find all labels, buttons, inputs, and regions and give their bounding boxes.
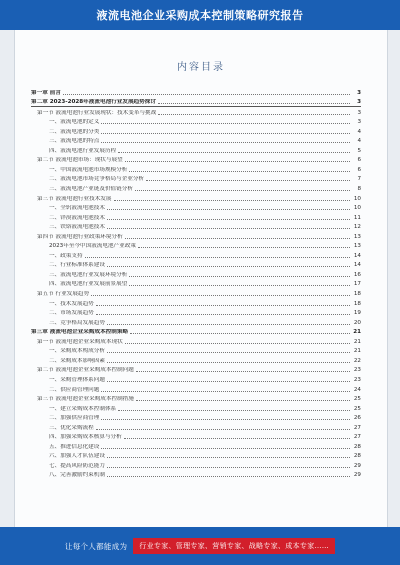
toc-leader-dots [135,190,350,191]
toc-entry-page: 10 [353,195,361,202]
toc-entry-label: 二、加强供应商管理 [31,415,100,422]
toc-entry-label: 二、液流电池的分类 [31,129,100,136]
toc-entry[interactable] [31,451,361,461]
toc-entry[interactable] [31,269,361,279]
toc-entry[interactable] [31,260,361,270]
toc-leader-dots [125,238,350,239]
toc-entry-label: 第一节 液流电池行业发展现状：技术变革与挑战 [31,110,157,117]
toc-leader-dots [107,362,350,363]
toc-entry[interactable] [31,117,361,127]
toc-entry-page: 26 [353,415,361,422]
toc-entry[interactable] [31,355,361,365]
toc-entry-page: 20 [353,319,361,326]
toc-entry-label: 一、采购管理体系问题 [31,377,106,384]
toc-entry-label: 四、液流电池行业发展历程 [31,148,117,155]
toc-leader-dots [158,114,350,115]
toc-leader-dots [96,429,350,430]
toc-entry[interactable] [31,288,361,298]
footer-tags: 行业专家、管理专家、营销专家、战略专家、成本专家…… [133,538,335,554]
toc-entry[interactable] [31,231,361,241]
toc-leader-dots [130,333,350,334]
toc-entry-label: 二、行业标准体系建设 [31,262,106,269]
toc-leader-dots [85,257,350,258]
toc-entry[interactable] [31,212,361,222]
toc-entry-label: 一、技术发展趋势 [31,301,95,308]
toc-entry-label: 三、液流电池的特点 [31,138,100,145]
toc-leader-dots [114,200,351,201]
toc-entry-page: 3 [357,109,361,116]
toc-entry-page: 6 [357,157,361,164]
toc-leader-dots [124,438,350,439]
toc-entry-label: 二、采购成本影响因素 [31,358,106,365]
toc-entry[interactable] [31,336,361,346]
toc-leader-dots [107,457,350,458]
toc-entry-page: 18 [353,300,361,307]
toc-entry-page: 27 [353,424,361,431]
toc-leader-dots [125,343,350,344]
toc-entry-page: 10 [353,205,361,212]
toc-entry[interactable] [31,422,361,432]
toc-entry-page: 13 [353,243,361,250]
toc-entry-page: 7 [357,176,361,183]
toc-leader-dots [107,209,350,210]
toc-entry[interactable] [31,327,361,337]
toc-entry-label: 四、加强采购成本核算与分析 [31,434,123,441]
toc-entry-label: 第三章 液流电池企业采购成本控制策略 [31,329,129,336]
toc-entry[interactable] [31,470,361,480]
toc-entry[interactable] [31,384,361,394]
report-header [0,0,400,30]
toc-entry-label: 二、液流电池市场竞争格局与企业分析 [31,176,145,183]
toc-leader-dots [158,103,350,104]
toc-entry[interactable] [31,155,361,165]
toc-entry-page: 14 [353,252,361,259]
toc-leader-dots [138,247,350,248]
toc-entry[interactable] [31,317,361,327]
toc-entry-label: 第四节 液流电池行业政策环境分析 [31,234,124,241]
toc-leader-dots [107,476,350,477]
toc-entry[interactable] [31,365,361,375]
toc-leader-dots [107,381,350,382]
toc-entry-page: 3 [357,89,361,96]
table-of-contents [31,87,361,479]
toc-leader-dots [91,295,350,296]
toc-entry[interactable] [31,403,361,413]
toc-leader-dots [101,448,350,449]
toc-entry-label: 六、加强人才队伍建设 [31,453,106,460]
toc-entry[interactable] [31,107,361,117]
toc-entry-label: 第二节 液流电池企业采购成本控制问题 [31,367,135,374]
toc-entry[interactable] [31,193,361,203]
toc-entry-label: 第三节 液流电池行业技术发展 [31,196,113,203]
toc-entry-label: 第三节 液流电池企业采购成本控制措施 [31,396,135,403]
toc-entry[interactable] [31,298,361,308]
toc-leader-dots [118,152,350,153]
toc-entry-label: 三、优化采购流程 [31,425,95,432]
toc-entry-page: 29 [353,472,361,479]
toc-entry-label: 二、供应商管理问题 [31,387,100,394]
toc-entry[interactable] [31,374,361,384]
toc-entry-page: 21 [353,348,361,355]
toc-entry-label: 一、政策支持 [31,253,84,260]
toc-heading: 内容目录 [177,62,225,73]
toc-entry[interactable] [31,174,361,184]
toc-entry-label: 三、铁铬液流电池技术 [31,224,106,231]
toc-entry-label: 四、液流电池行业发展前景展望 [31,281,128,288]
toc-entry[interactable] [31,394,361,404]
toc-entry-page: 4 [357,128,361,135]
toc-entry[interactable] [31,97,361,108]
toc-entry-page: 25 [353,396,361,403]
toc-entry-page: 23 [353,376,361,383]
toc-entry-page: 16 [353,271,361,278]
toc-leader-dots [118,410,350,411]
toc-leader-dots [101,142,350,143]
toc-entry-page: 29 [353,462,361,469]
toc-entry-label: 第二章 2023-2028年液流电池行业发展趋势探讨 [31,99,156,106]
toc-entry[interactable] [31,250,361,260]
toc-leader-dots [107,228,350,229]
footer-slogan: 让每个人都能成为 [64,541,128,551]
toc-leader-dots [107,324,350,325]
toc-entry-page: 12 [353,224,361,231]
toc-entry-page: 18 [353,291,361,298]
toc-entry-page: 27 [353,434,361,441]
toc-leader-dots [129,276,350,277]
toc-entry[interactable] [31,183,361,193]
toc-entry-label: 三、液流电池行业发展环境分析 [31,272,128,279]
toc-entry[interactable] [31,432,361,442]
toc-entry[interactable] [31,279,361,289]
toc-entry-label: 一、采购成本构成分析 [31,348,106,355]
toc-entry-page: 25 [353,405,361,412]
toc-leader-dots [129,285,350,286]
toc-entry-label: 第五节 行业发展趋势 [31,291,90,298]
toc-entry-label: 一、液流电池的定义 [31,119,100,126]
toc-entry-label: 第一章 前言 [31,89,61,96]
toc-entry-label: 第一节 液流电池企业采购成本现状 [31,339,124,346]
toc-entry[interactable] [31,460,361,470]
toc-entry[interactable] [31,203,361,213]
toc-entry-label: 第二节 液流电池市场：现状与展望 [31,157,124,164]
toc-leader-dots [101,391,350,392]
toc-entry-page: 8 [357,186,361,193]
toc-leader-dots [63,94,350,95]
toc-entry-page: 24 [353,386,361,393]
toc-entry[interactable] [31,346,361,356]
toc-entry[interactable] [31,241,361,251]
toc-leader-dots [136,371,350,372]
toc-leader-dots [96,314,350,315]
toc-entry-page: 13 [353,233,361,240]
toc-leader-dots [96,305,350,306]
toc-leader-dots [129,171,350,172]
toc-entry-page: 17 [353,281,361,288]
toc-entry-page: 14 [353,262,361,269]
toc-entry-page: 23 [353,367,361,374]
toc-entry-page: 22 [353,357,361,364]
toc-entry[interactable] [31,222,361,232]
footer-banner [0,527,400,565]
document-page [14,30,388,527]
toc-entry-page: 4 [357,138,361,145]
toc-leader-dots [101,419,350,420]
report-title: 液流电池企业采购成本控制策略研究报告 [96,9,304,22]
toc-entry[interactable] [31,145,361,155]
toc-entry[interactable] [31,308,361,318]
toc-entry-label: 七、提高风险防范能力 [31,463,106,470]
toc-entry-page: 6 [357,166,361,173]
toc-entry-label: 一、中国液流电池市场规模分析 [31,167,128,174]
toc-entry[interactable] [31,164,361,174]
toc-entry-page: 11 [353,214,361,221]
toc-entry-page: 3 [357,119,361,126]
toc-entry-label: 一、全钒液流电池技术 [31,205,106,212]
toc-leader-dots [125,161,350,162]
toc-entry-label: 二、市场发展趋势 [31,310,95,317]
toc-entry-page: 28 [353,453,361,460]
toc-leader-dots [107,467,350,468]
toc-entry-label: 二、锌溴液流电池技术 [31,215,106,222]
toc-entry-label: 三、竞争格局发展趋势 [31,320,106,327]
toc-entry[interactable] [31,136,361,146]
toc-entry-label: 2023年至今中国液流电池产业政策 [31,243,137,250]
toc-entry-page: 21 [353,338,361,345]
toc-entry-page: 3 [357,99,361,106]
toc-entry-label: 一、建立采购成本控制体系 [31,406,117,413]
toc-leader-dots [107,352,350,353]
toc-leader-dots [107,266,350,267]
toc-entry[interactable] [31,126,361,136]
toc-entry[interactable] [31,413,361,423]
toc-entry-label: 八、完善激励约束机制 [31,472,106,479]
toc-entry[interactable] [31,441,361,451]
toc-leader-dots [136,400,350,401]
toc-entry-page: 5 [357,147,361,154]
toc-leader-dots [101,123,350,124]
toc-entry[interactable] [31,87,361,97]
toc-leader-dots [101,133,350,134]
toc-entry-page: 21 [353,329,361,336]
toc-entry-label: 五、推进信息化建设 [31,444,100,451]
toc-entry-page: 19 [353,310,361,317]
toc-leader-dots [146,180,350,181]
toc-entry-page: 28 [353,443,361,450]
toc-entry-label: 三、液流电池产业链及价值链分析 [31,186,134,193]
toc-leader-dots [107,219,350,220]
